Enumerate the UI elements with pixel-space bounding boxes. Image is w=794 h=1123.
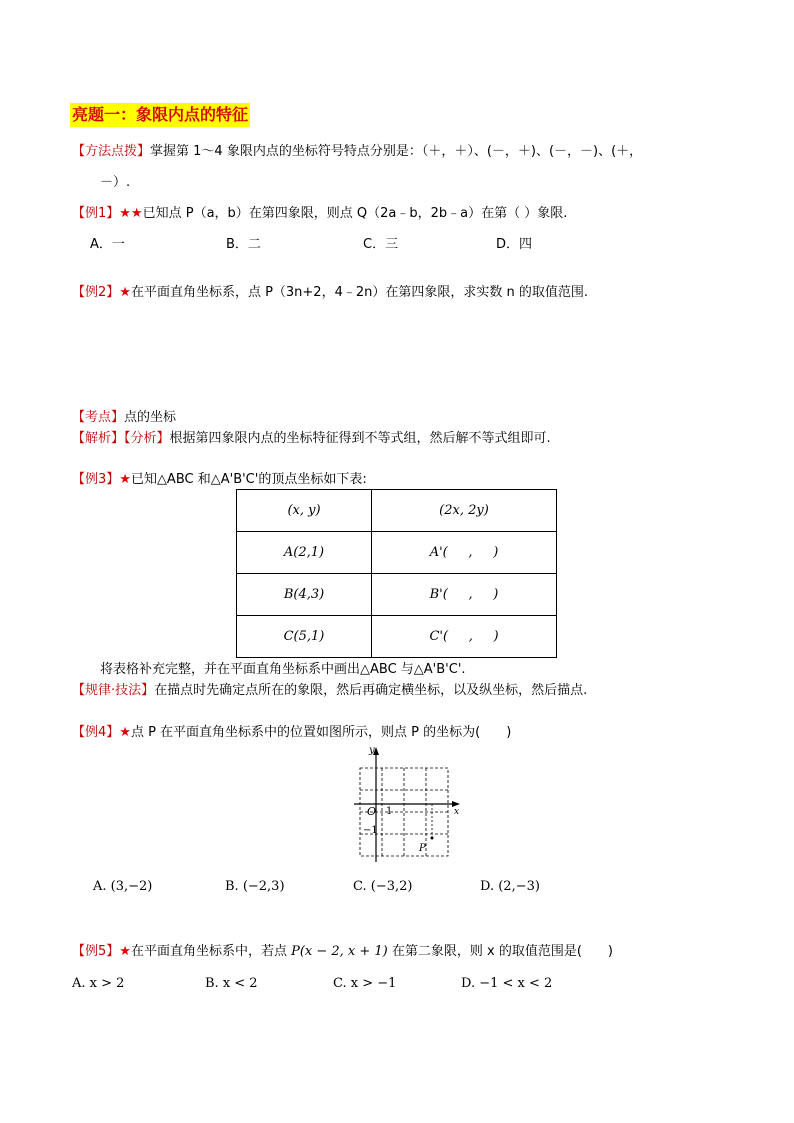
example-4-tag: 【例4】 <box>72 725 120 740</box>
jiexi-tag: 【解析】【分析】 <box>72 431 170 446</box>
example-5-option-a: A. x > 2 <box>72 976 125 991</box>
section-title: 亮题一：象限内点的特征 <box>70 103 250 127</box>
example-5-line <box>72 943 613 961</box>
example-5-tag: 【例5】 <box>72 944 120 959</box>
example-1-option-b: B．二 <box>226 237 261 252</box>
jiexi-line <box>72 430 551 448</box>
example-2-line <box>72 284 588 302</box>
jiexi-text: 根据第四象限内点的坐标特征得到不等式组，然后解不等式组即可. <box>169 431 551 446</box>
x-axis-label: x <box>454 807 460 817</box>
table-row <box>237 574 557 616</box>
example-4-option-c: C. (−3,2) <box>353 879 413 894</box>
table-cell: B(4,3) <box>237 574 372 616</box>
x-tick-label: 1 <box>386 806 393 817</box>
table-header-cell: (2x, 2y) <box>372 490 557 532</box>
table-header-cell: (x, y) <box>237 490 372 532</box>
method-text-cont: －）. <box>100 175 131 190</box>
example-3-followup: 将表格补充完整，并在平面直角坐标系中画出△ABC 与△A'B'C'. <box>100 662 466 677</box>
example-1-tag: 【例1】 <box>72 206 120 221</box>
example-1-line <box>72 205 567 223</box>
example-2-text: 在平面直角坐标系，点 P（3n+2，4﹣2n）在第四象限，求实数 n 的取值范围. <box>130 285 589 300</box>
kaodian-text: 点的坐标 <box>124 410 177 425</box>
example-3-line <box>72 471 367 489</box>
example-1-option-d: D．四 <box>496 237 533 252</box>
table-cell: C'( , ) <box>372 616 557 658</box>
star-icon: ★ <box>119 472 131 487</box>
example-1-option-a: A．一 <box>90 237 125 252</box>
table-cell: C(5,1) <box>237 616 372 658</box>
method-text: 掌握第 1～4 象限内点的坐标符号特点分别是：（＋，＋）、(－，＋)、(－，－)、(＋， <box>150 144 643 159</box>
rule-tag: 【规律·技法】 <box>72 683 155 698</box>
example-5-text-after: 在第二象限，则 x 的取值范围是( ) <box>387 944 613 959</box>
table-cell: A(2,1) <box>237 532 372 574</box>
star-icon: ★ <box>119 285 131 300</box>
y-axis-label: y <box>369 745 375 756</box>
example-5-formula: P(x − 2, x + 1) <box>291 944 388 959</box>
point-p-marker <box>431 837 434 840</box>
example-1-option-c: C．三 <box>363 237 399 252</box>
table-header-row <box>237 490 557 532</box>
example-4-option-b: B. (−2,3) <box>225 879 285 894</box>
example-3-text: 已知△ABC 和△A'B'C'的顶点坐标如下表: <box>130 472 367 487</box>
y-tick-label: −1 <box>363 825 378 836</box>
example-1-text: 已知点 P（a，b）在第四象限，则点 Q（2a﹣b，2b﹣a）在第（ ）象限. <box>142 206 568 221</box>
table-cell: A'( , ) <box>372 532 557 574</box>
example-4-text: 点 P 在平面直角坐标系中的位置如图所示，则点 P 的坐标为( ) <box>130 725 512 740</box>
coordinate-grid-figure <box>350 740 470 862</box>
example-3-tag: 【例3】 <box>72 472 120 487</box>
example-2-tag: 【例2】 <box>72 285 120 300</box>
coordinate-table <box>236 489 557 658</box>
rule-line <box>72 682 587 700</box>
example-4-option-d: D. (2,−3) <box>480 879 540 894</box>
method-line <box>72 143 642 161</box>
example-5-option-b: B. x < 2 <box>205 976 258 991</box>
star-icon: ★ <box>119 725 131 740</box>
star-icon: ★ <box>119 944 131 959</box>
rule-text: 在描点时先确定点所在的象限，然后再确定横坐标，以及纵坐标，然后描点. <box>154 683 588 698</box>
kaodian-line <box>72 409 176 427</box>
table-row <box>237 532 557 574</box>
example-4-option-a: A. (3,−2) <box>93 879 153 894</box>
origin-label: O <box>367 805 377 818</box>
star-icon: ★★ <box>119 206 143 221</box>
method-tag: 【方法点拨】 <box>72 144 151 159</box>
example-5-option-c: C. x > −1 <box>333 976 397 991</box>
example-5-text-before: 在平面直角坐标系中，若点 <box>130 944 292 959</box>
kaodian-tag: 【考点】 <box>72 410 125 425</box>
point-p-label: P <box>419 843 426 854</box>
example-5-option-d: D. −1 < x < 2 <box>461 976 553 991</box>
table-cell: B'( , ) <box>372 574 557 616</box>
table-row <box>237 616 557 658</box>
